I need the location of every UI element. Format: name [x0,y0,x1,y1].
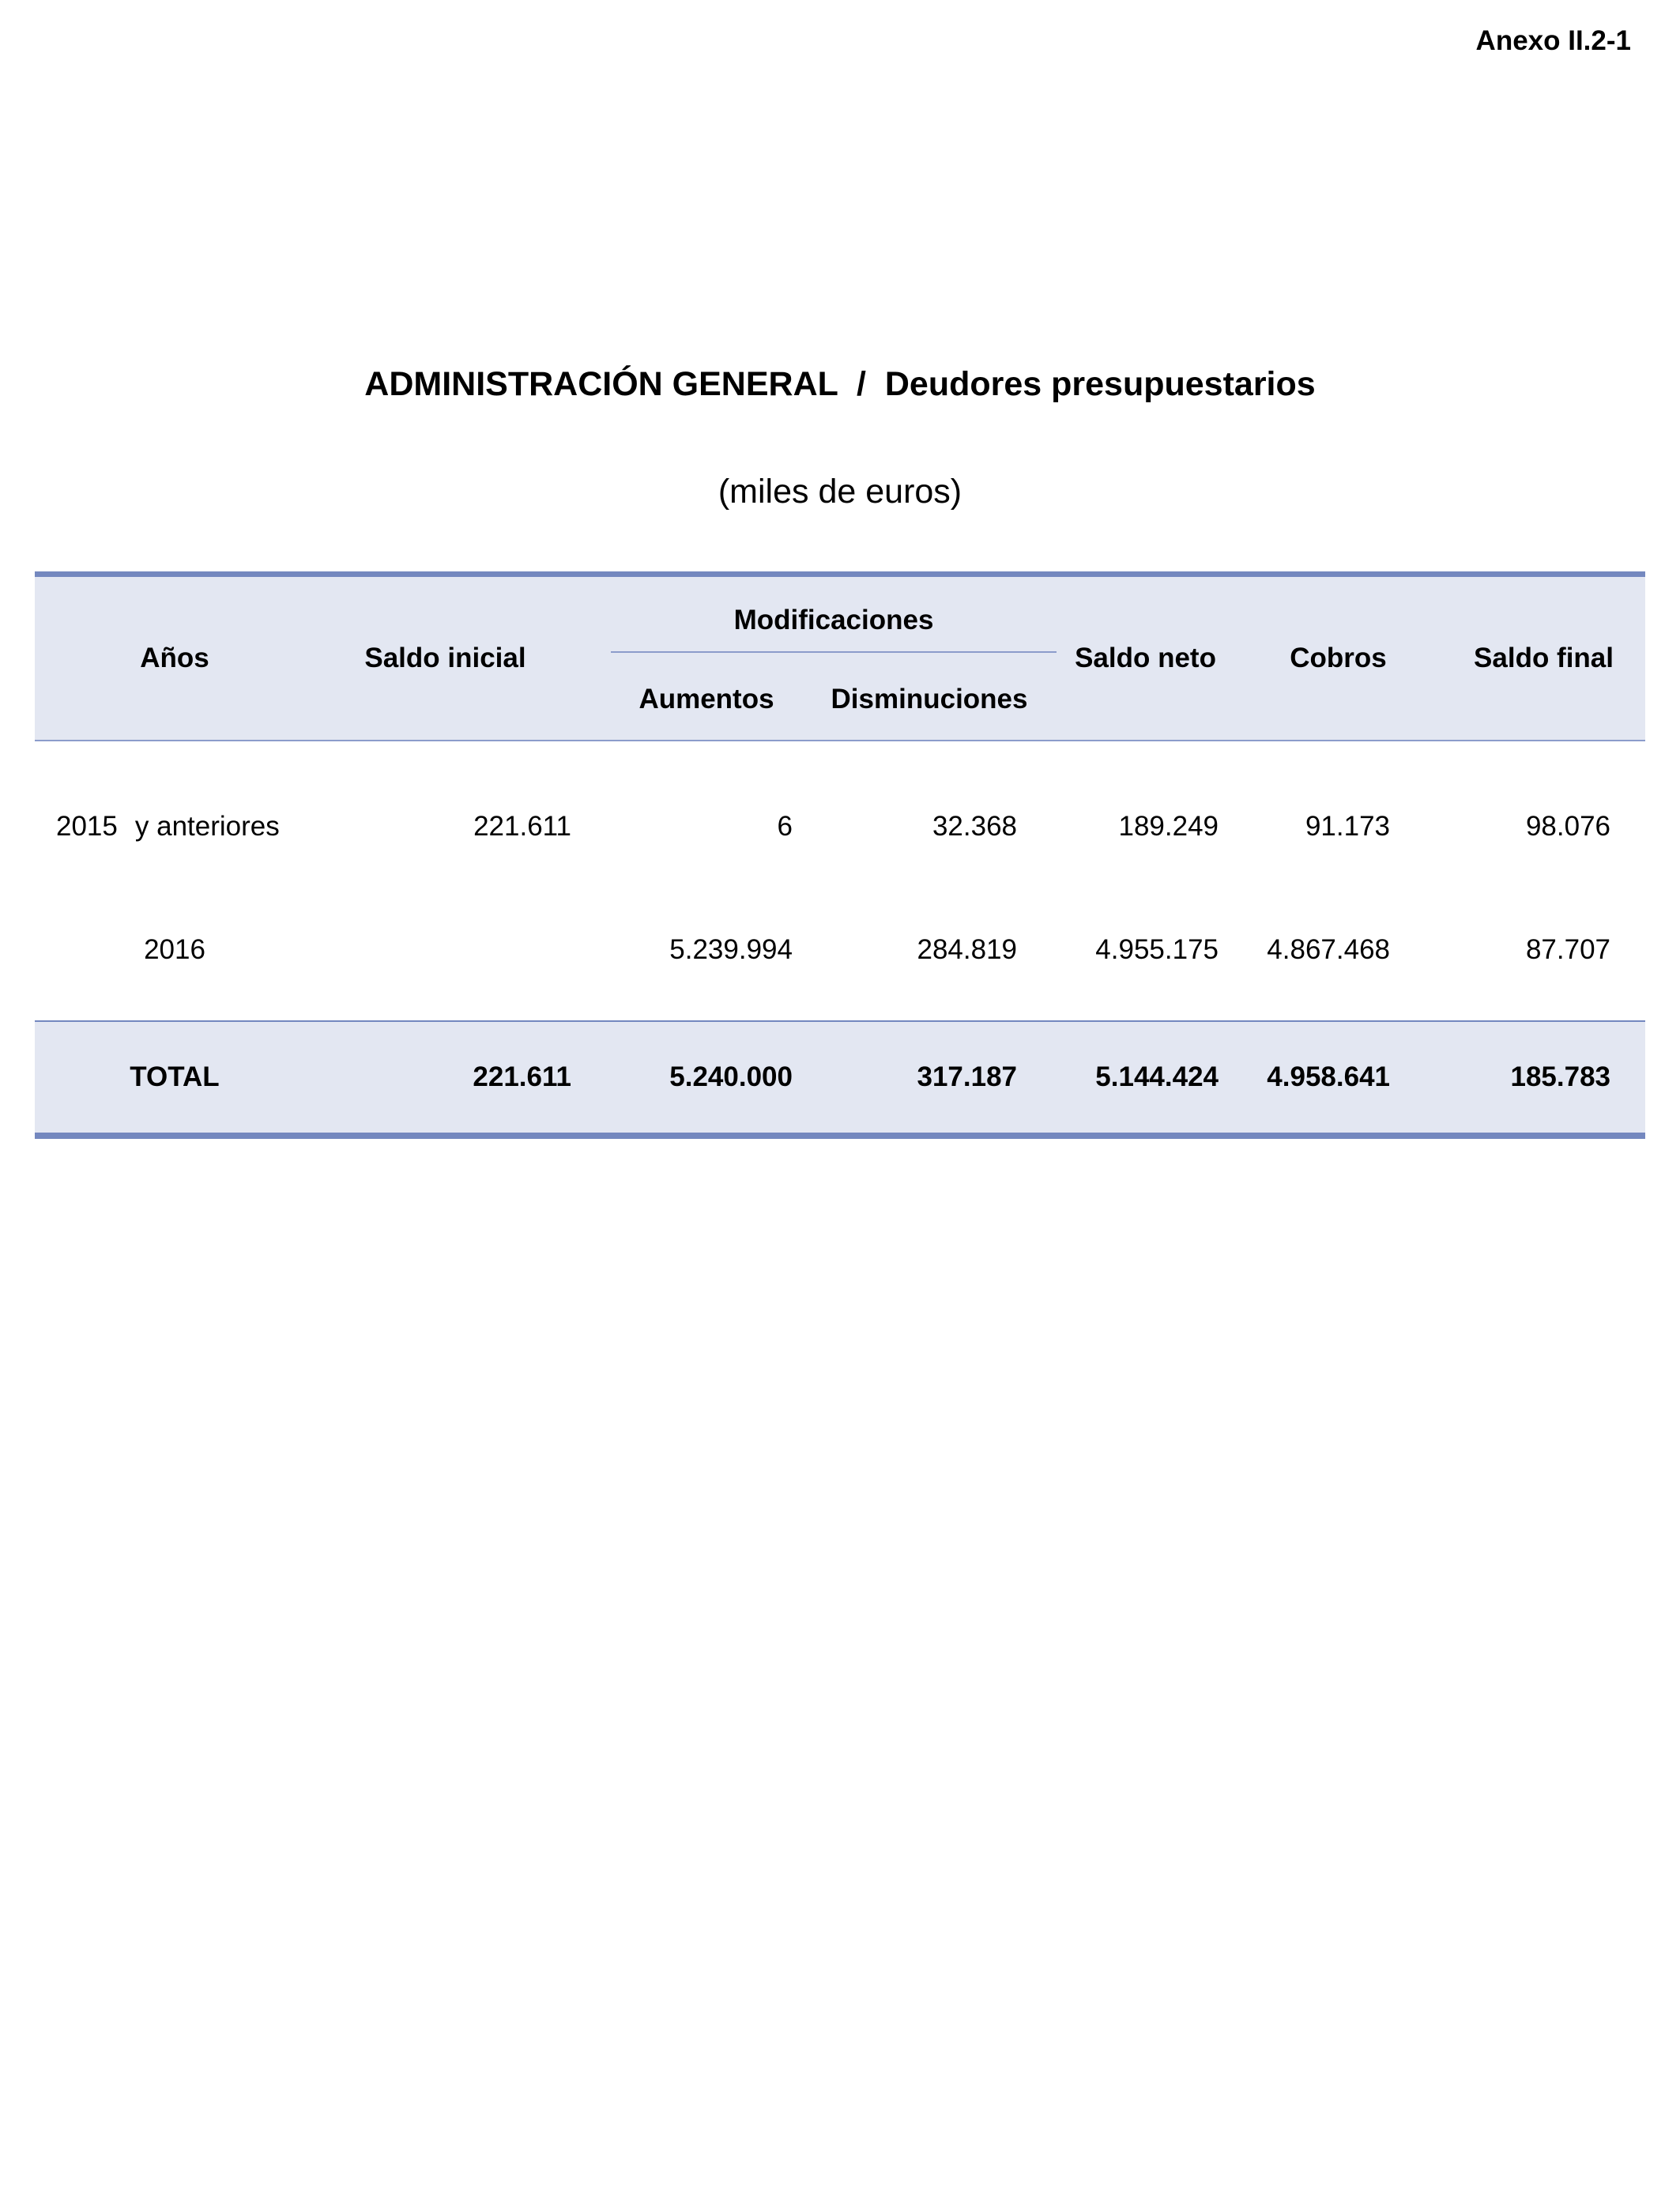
row-increases: 5.239.994 [669,934,793,965]
total-net-balance: 5.144.424 [1057,1021,1234,1136]
header-decreases-label: Disminuciones [831,684,1028,714]
header-years: Años [35,575,315,741]
header-final-balance: Saldo final [1442,575,1645,741]
row-collections: 4.867.468 [1267,934,1391,965]
row-decreases: 32.368 [932,810,1018,842]
table-body [35,741,1645,1021]
row-year: 2015 [56,810,118,842]
total-increases: 5.240.000 [611,1021,802,1136]
header-modifications-label: Modificaciones [733,605,934,635]
header-collections: Cobros [1234,575,1442,741]
page-title: ADMINISTRACIÓN GENERAL / Deudores presupuestarios [364,365,1316,403]
header-increases [611,652,802,741]
total-row [35,1021,1645,1136]
table-row [35,741,1645,903]
header-increases-label: Aumentos [638,684,774,714]
header-initial-balance: Saldo inicial [315,575,611,741]
row-net-balance: 4.955.175 [1095,934,1219,965]
header-net-balance: Saldo neto [1057,575,1234,741]
header-decreases [802,652,1057,741]
row-initial-balance [315,903,611,1021]
table-header [35,575,1645,741]
row-final-balance: 87.707 [1525,934,1611,965]
table-row [35,903,1645,1021]
row-initial-balance: 221.611 [473,810,571,842]
row-collections: 91.173 [1305,810,1391,842]
row-net-balance: 189.249 [1118,810,1219,842]
row-year-cell [35,903,315,1021]
annex-label: Anexo II.2-1 [1475,25,1631,56]
row-year-cell [35,741,315,903]
row-year: 2016 [144,934,205,965]
row-decreases: 284.819 [917,934,1018,965]
debtors-table [35,571,1645,1139]
row-year-suffix: y anteriores [134,810,280,842]
total-final-balance: 185.783 [1442,1021,1645,1136]
table-total [35,1021,1645,1136]
page-subtitle: (miles de euros) [718,473,962,511]
total-collections: 4.958.641 [1234,1021,1442,1136]
header-modifications [611,575,1057,653]
row-increases: 6 [777,810,793,842]
total-label: TOTAL [35,1021,315,1136]
row-final-balance: 98.076 [1525,810,1611,842]
total-initial-balance: 221.611 [315,1021,611,1136]
total-decreases: 317.187 [802,1021,1057,1136]
